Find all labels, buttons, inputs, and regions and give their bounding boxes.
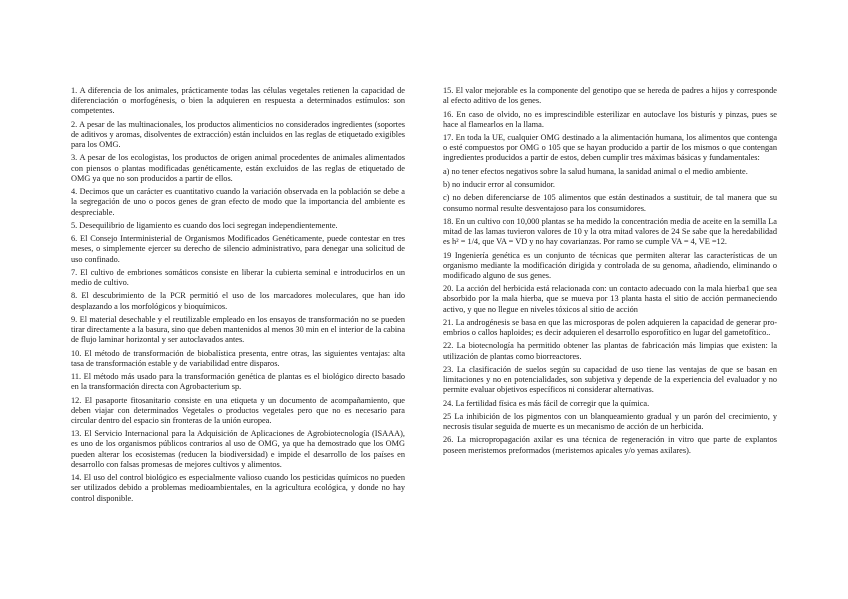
statement-item: 18. En un cultivo con 10,000 plantas se ha medido la concentración media de aceite en la semilla La mitad de las lamas tuvieron valores de 10 y la otra mitad valores de 24 Se sabe que la heredabilidad es h² = 1/4, que VA = VD y no hay covarianzas. Por ramo se cumple VA = 4, VE =12. — [443, 216, 777, 247]
statement-item: 11. El método más usado para la transformación genética de plantas es el biológico directo basado en la transformación directa con Agrobacterium sp. — [71, 372, 405, 392]
right-column — [443, 86, 777, 459]
statement-item: 4. Decimos que un carácter es cuantitativo cuando la variación observada en la población se debe a la segregación de uno o pocos genes de gran efecto de modo que la importancia del ambiente es despreciable. — [71, 187, 405, 217]
statement-item: 12. El pasaporte fitosanitario consiste en una etiqueta y un documento de acompañamiento, que deben viajar con determinados Vegetales o productos vegetales pero que no es necesario para circular dentro del espacio sin fronteras de la unión europea. — [71, 395, 405, 425]
statement-item: 17. En toda la UE, cualquier OMG destinado a la alimentación humana, los alimentos que contenga o esté compuestos por OMG o 105 que se hayan producido a partir de los mismos o que contengan ingredientes producidos a partir de estos, deben cumplir tres máximas básicas y fundamentales: — [443, 133, 777, 163]
statement-item: 25 La inhibición de los pigmentos con un blanqueamiento gradual y un parón del crecimiento, y necrosis tisular seguida de muerte es un mecanismo de acción de un herbicida. — [443, 411, 777, 432]
statement-item: 9. El material desechable y el reutilizable empleado en los ensayos de transformación no se pueden tirar directamente a la basura, sino que deben mantenidos al menos 30 min en el interior de la cabina de flujo laminar horizontal y ser autoclavados antes. — [71, 314, 405, 345]
statement-item: 1. A diferencia de los animales, prácticamente todas las células vegetales retienen la capacidad de diferenciación o morfogénesis, o bien la adquieren en respuesta a determinados estímulos: son competentes. — [71, 86, 405, 116]
statement-item: 20. La acción del herbicida está relacionada con: un contacto adecuado con la mala hierba1 que sea absorbido por la mala hierba, que se mueva por 13 planta hasta el sitio de acción permaneciendo activo, y que no llegue en niveles tóxicos al sitio de acción — [443, 284, 777, 314]
statement-item: a) no tener efectos negativos sobre la salud humana, la sanidad animal o el medio ambiente. — [443, 166, 748, 176]
statement-item: 6. El Consejo Interministerial de Organismos Modificados Genéticamente, puede contestar en tres meses, o simplemente ejercer su derecho de silencio administrativo, para denegar una solicitud de uso confinado. — [71, 234, 405, 264]
statement-item: 23. La clasificación de suelos según su capacidad de uso tiene las ventajas de que se basan en limitaciones y no en potencialidades, son subjetiva y depende de la experiencia del evaluador y no permite evaluar objetivos específicos ni considerar alternativas. — [443, 364, 777, 395]
statement-item: 5. Desequilibrio de ligamiento es cuando dos loci segregan independientemente. — [71, 220, 338, 230]
statement-item: b) no inducir error al consumidor. — [443, 180, 555, 189]
statement-item: 3. A pesar de los ecologistas, los productos de origen animal procedentes de animales alimentados con piensos o plantas modificadas genéticamente, están excluidos de las reglas de etiquetado de OMG ya que no son producidos a partir de ellos. — [71, 153, 405, 183]
statement-item: 10. El método de transformación de biobalística presenta, entre otras, las siguientes ventajas: alta tasa de transformación estable y de variabilidad entre disparos. — [71, 348, 405, 368]
statement-item: 26. La micropropagación axilar es una técnica de regeneración in vitro que parte de explantos poseen meristemos preformados (meristemos apicales y/o yemas axilares). — [443, 435, 777, 455]
statement-item: 15. El valor mejorable es la componente del genotipo que se hereda de padres a hijos y corresponde al efecto aditivo de los genes. — [443, 86, 777, 106]
statement-item: 16. En caso de olvido, no es imprescindible esterilizar en autoclave los bisturís y pinzas, pues se hace al flamearlos en la llama. — [443, 109, 777, 129]
statement-item: 21. La androgénesis se basa en que las microsporas de polen adquieren la capacidad de generar pro-embrios o callos haploides; es decir adquieren el desarrollo esporofítico en lugar del gametofítico.. — [443, 317, 777, 338]
statement-item: 19 Ingeniería genética es un conjunto de técnicas que permiten alterar las características de un organismo mediante la modificación dirigida y controlada de su genoma, añadiendo, eliminando o modificado alguno de sus genes. — [443, 250, 777, 280]
statement-item: 13. El Servicio Internacional para la Adquisición de Aplicaciones de Agrobiotecnología (ISAAA), es uno de los organismos públicos contrarios al uso de OMG, ya que ha demostrado que los OMG pueden alterar los ecosistemas (reducen la biodiversidad) e impide el desarrollo de los países en desarrollo con falsas promesas de mejores cultivos y alimentos. — [71, 429, 405, 469]
statement-item: 24. La fertilidad física es más fácil de corregir que la química. — [443, 398, 650, 408]
statement-item: 8. El descubrimiento de la PCR permitió el uso de los marcadores moleculares, que han ido desplazando a los morfológicos y bioquímicos. — [71, 291, 405, 311]
left-column — [71, 86, 405, 507]
statement-item: 22. La biotecnología ha permitido obtener las plantas de fabricación más limpias que existen: la utilización de plantas como biorreactores. — [443, 341, 777, 361]
statement-item: 2. A pesar de las multinacionales, los productos alimenticios no considerados ingredientes (soportes de aditivos y aromas, disolventes de extracción) están incluidos en las reglas de etiquetado exigibles para los OMG. — [71, 119, 405, 150]
statement-item: c) no deben diferenciarse de 105 alimentos que están destinados a sustituir, de tal manera que su consumo normal resulte desventajoso para los consumidores. — [443, 193, 777, 213]
statement-item: 7. El cultivo de embriones somáticos consiste en liberar la cubierta seminal e introducirlos en un medio de cultivo. — [71, 267, 405, 288]
statement-item: 14. El uso del control biológico es especialmente valioso cuando los pesticidas químicos no pueden ser utilizados debido a problemas medioambientales, en la agricultura ecológica, y donde no hay control disponible. — [71, 473, 405, 503]
